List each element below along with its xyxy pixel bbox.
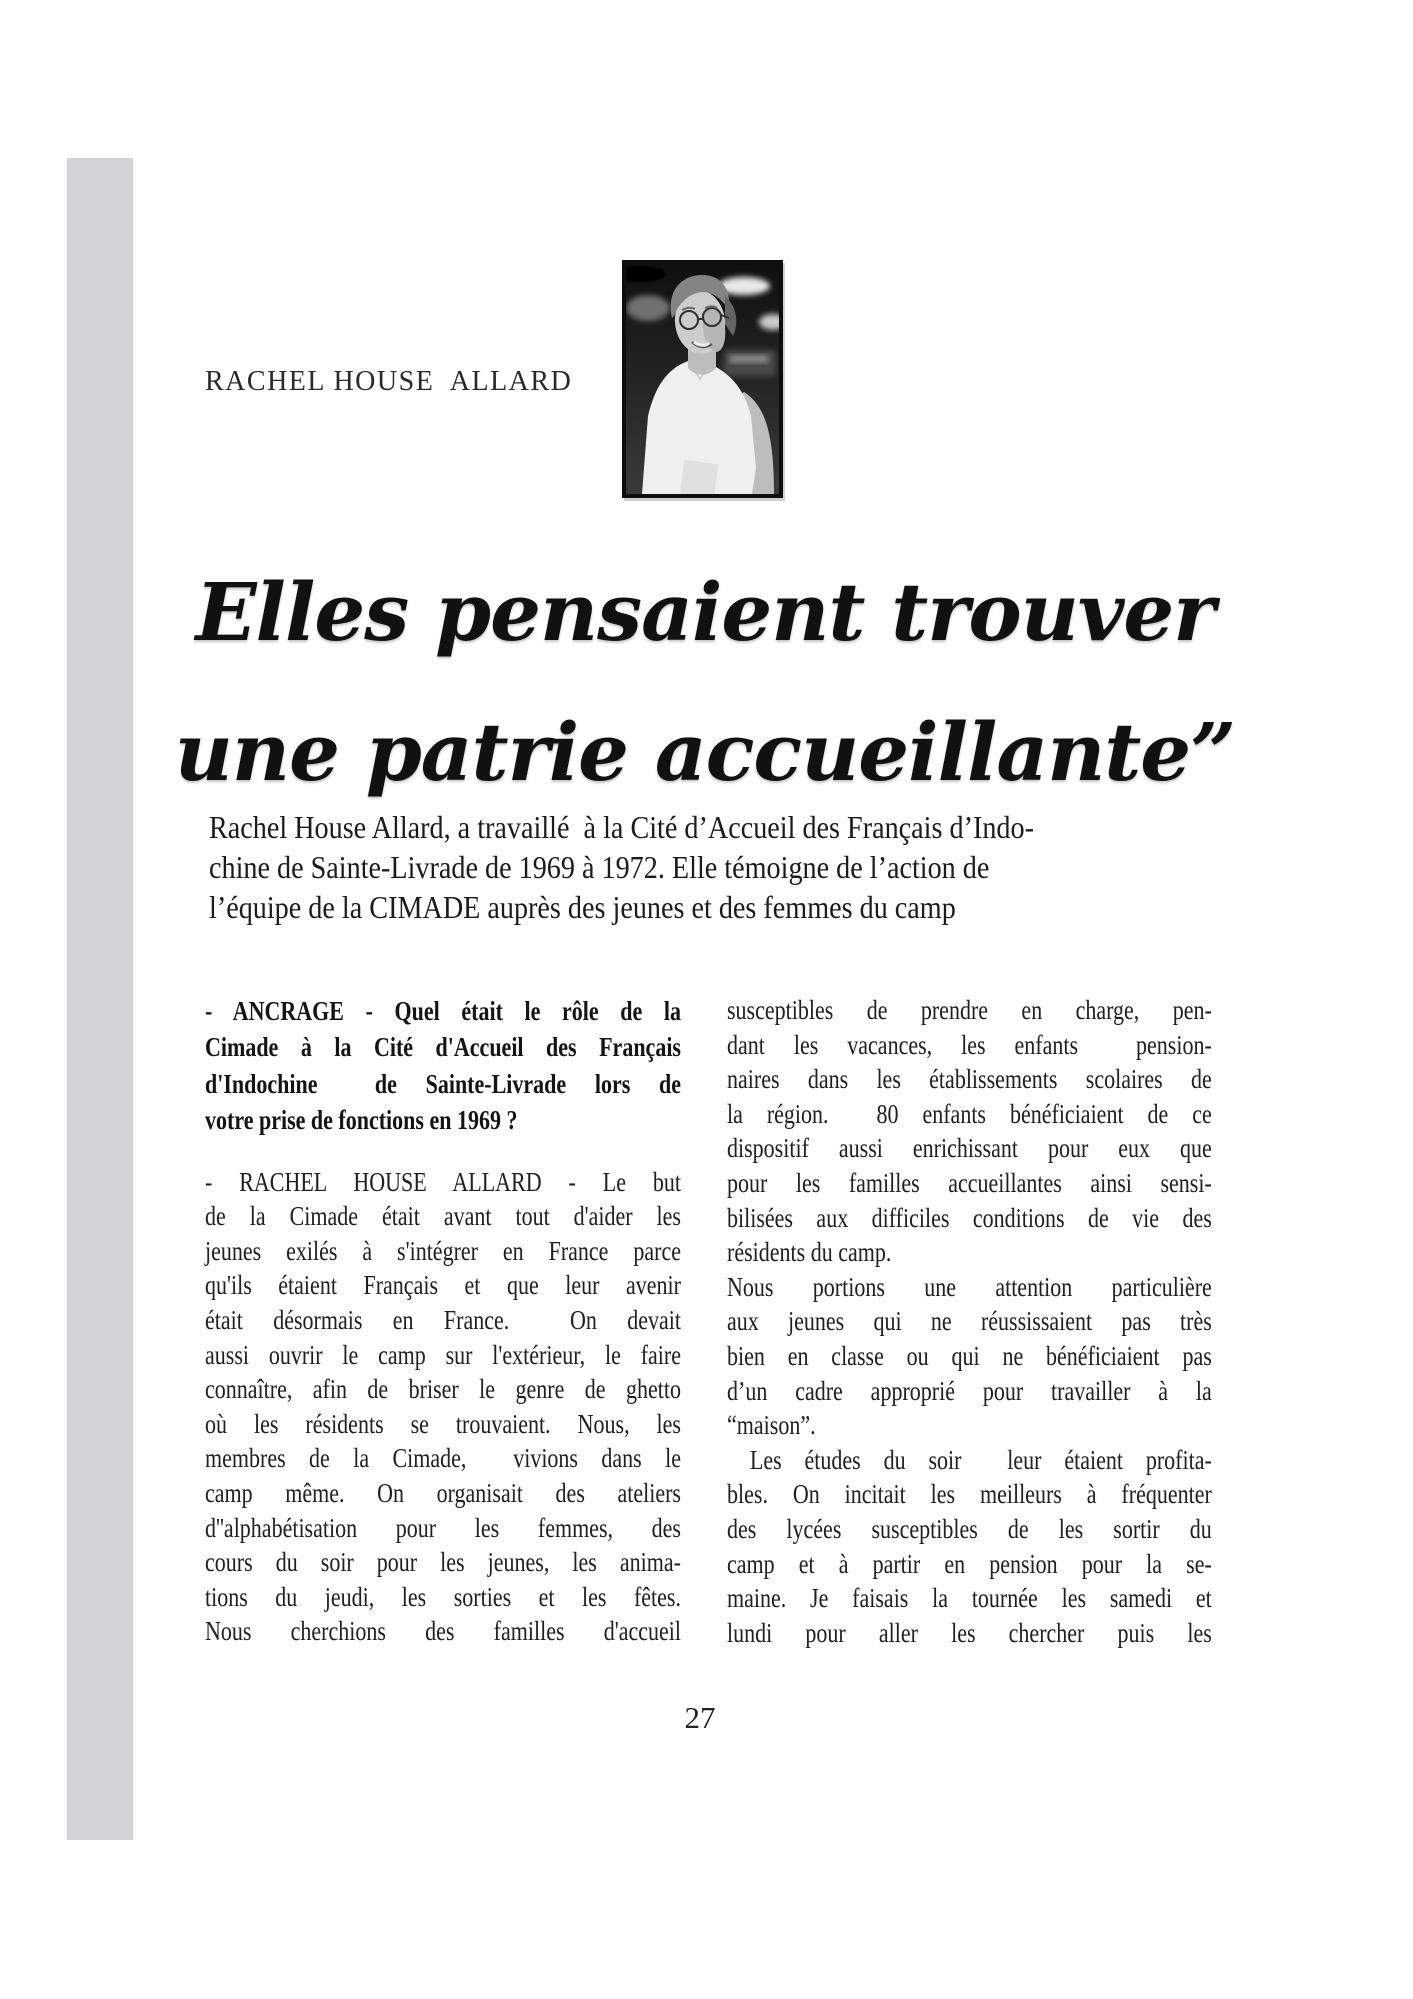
text-line: - RACHEL HOUSE ALLARD - Le but [205,1165,681,1197]
text-line: l’équipe de la CIMADE auprès des jeunes et des femmes du camp [209,889,956,925]
text-line: la région. 80 enfants bénéficiaient de ce [727,1097,1212,1129]
article-title [140,542,1270,822]
text-line: chine de Sainte-Livrade de 1969 à 1972. Elle témoigne de l’action de [209,849,990,885]
question-paragraph [205,993,681,1139]
text-line: d’un cadre approprié pour travailler à la [727,1374,1212,1406]
text-line: où les résidents se trouvaient. Nous, les [205,1407,681,1439]
text-line: bien en classe ou qui ne bénéficiaient pas [727,1339,1212,1371]
text-line: des lycées susceptibles de les sortir du [727,1512,1212,1544]
intro-text [209,807,1211,927]
text-line: naires dans les établissements scolaires de [727,1063,1212,1095]
text-line: camp et à partir en pension pour la se- [727,1547,1212,1579]
portrait-photo-illustration [626,264,779,494]
text-line: était désormais en France. On devait [205,1304,681,1335]
text-line: - ANCRAGE - Quel était le rôle de la [205,995,681,1026]
text-line: pour les familles accueillantes ainsi sensi- [727,1166,1212,1198]
left-column [205,993,681,1649]
text-line: Les études du soir leur étaient profita- [727,1443,1212,1475]
text-line: tions du jeudi, les sorties et les fêtes. [205,1580,681,1612]
text-line: bilisées aux difficiles conditions de vie des [727,1201,1212,1233]
text-line: connaître, afin de briser le genre de ghetto [205,1373,681,1405]
text-line: “maison”. [727,1409,816,1441]
page-number: 27 [684,1700,716,1735]
text-line: lundi pour aller les chercher puis les [727,1616,1212,1648]
intro-paragraph [209,807,1348,927]
text-line: maine. Je faisais la tournée les samedi et [727,1582,1212,1614]
text-line: de la Cimade était avant tout d'aider les [205,1200,681,1232]
text-line: Nous portions une attention particulière [727,1270,1212,1302]
text-line: Cimade à la Cité d'Accueil des Français [205,1031,681,1063]
text-line: votre prise de fonctions en 1969 ? [205,1104,518,1136]
answer-paragraph [205,1165,681,1649]
text-line: qu'ils étaient Français et que leur avenir [205,1269,681,1301]
body-paragraph [727,993,1212,1650]
text-line: aux jeunes qui ne réussissaient pas très [727,1305,1212,1337]
text-line: cours du soir pour les jeunes, les anima- [205,1546,681,1578]
article-title-line-2: une patrie accueillante” [174,704,1236,799]
text-line: jeunes exilés à s'intégrer en France parce [205,1234,681,1266]
article-title-line-1: Elles pensaient trouver [195,564,1215,659]
text-line: aussi ouvrir le camp sur l'extérieur, le faire [205,1338,681,1370]
right-column [727,993,1212,1650]
text-line: dispositif aussi enrichissant pour eux que [727,1132,1212,1164]
text-line: Rachel House Allard, a travaillé à la Cité d’Accueil des Français d’Indo- [209,809,1034,845]
text-line: membres de la Cimade, vivions dans le [205,1442,681,1474]
text-line: susceptibles de prendre en charge, pen- [727,994,1212,1025]
text-line: dant les vacances, les enfants pension- [727,1028,1212,1060]
text-line: d'Indochine de Sainte-Livrade lors de [205,1067,681,1099]
author-kicker: RACHEL HOUSE ALLARD [205,366,573,397]
left-margin-bar [67,158,133,1840]
portrait-photo [622,260,783,498]
text-line: bles. On incitait les meilleurs à fréquenter [727,1478,1212,1510]
text-line: résidents du camp. [727,1236,892,1268]
text-line: Nous cherchions des familles d'accueil [205,1615,681,1647]
text-line: d''alphabétisation pour les femmes, des [205,1511,681,1543]
text-line: camp même. On organisait des ateliers [205,1476,681,1508]
